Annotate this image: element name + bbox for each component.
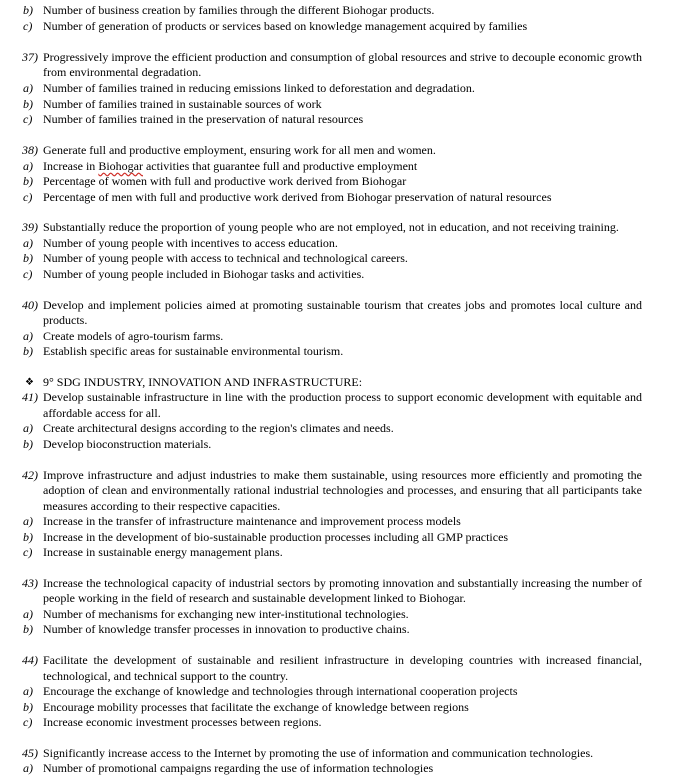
- item-text: products.: [43, 313, 88, 327]
- item-text: measures according to their respective capacities.: [43, 499, 281, 513]
- item-number: 42): [22, 468, 38, 482]
- item-letter: b): [23, 700, 33, 714]
- item-letter: b): [23, 251, 33, 265]
- item-text: Percentage of men with full and productive work derived from Biohogar preservation of natural resources: [43, 190, 552, 204]
- item-letter: a): [23, 607, 33, 621]
- item-text: people working in the field of research and sustainable development linked to Biohogar.: [43, 591, 466, 605]
- item-number: 45): [22, 746, 38, 760]
- item-number: 37): [22, 50, 38, 64]
- item-letter: b): [23, 97, 33, 111]
- item-text: Create architectural designs according to the region's climates and needs.: [43, 421, 394, 435]
- item-letter: b): [23, 174, 33, 188]
- item-text: Number of mechanisms for exchanging new inter-institutional technologies.: [43, 607, 409, 621]
- item-text: Significantly increase access to the Internet by promoting the use of information and communication technologies.: [43, 746, 594, 760]
- item-letter: b): [23, 3, 33, 17]
- item-text: Number of young people with incentives to access education.: [43, 236, 338, 250]
- item-letter: b): [23, 437, 33, 451]
- item-text: Number of knowledge transfer processes in innovation to productive chains.: [43, 622, 410, 636]
- item-text: Number of families trained in sustainable sources of work: [43, 97, 322, 111]
- item-letter: c): [23, 19, 33, 33]
- item-text: Encourage mobility processes that facilitate the exchange of knowledge between regions: [43, 700, 469, 714]
- item-text: Increase economic investment processes between regions.: [43, 715, 322, 729]
- item-text: Increase in sustainable energy management plans.: [43, 545, 283, 559]
- item-text: Number of families trained in the preservation of natural resources: [43, 112, 364, 126]
- item-letter: c): [23, 112, 33, 126]
- item-text: Create models of agro-tourism farms.: [43, 329, 224, 343]
- item-number: 38): [22, 143, 38, 157]
- item-text: technological, and technical support to the country.: [43, 669, 289, 683]
- item-text: affordable access for all.: [43, 406, 161, 420]
- spellcheck-word: Biohogar: [98, 159, 143, 173]
- item-number: 41): [22, 390, 38, 404]
- text-part: activities that guarantee full and productive employment: [142, 159, 418, 173]
- item-text: Improve infrastructure and adjust industries to make them sustainable, using resources more efficiently and promoting the: [43, 468, 642, 482]
- item-text: Develop bioconstruction materials.: [43, 437, 212, 451]
- item-letter: a): [23, 514, 33, 528]
- item-number: 44): [22, 653, 38, 667]
- item-letter: c): [23, 267, 33, 281]
- item-text: Generate full and productive employment, ensuring work for all men and women.: [43, 143, 436, 157]
- item-text: Establish specific areas for sustainable environmental tourism.: [43, 344, 344, 358]
- item-text: Develop sustainable infrastructure in line with the production process to support economic development with equitable and: [43, 390, 642, 404]
- item-text: Number of young people included in Biohogar tasks and activities.: [43, 267, 365, 281]
- item-text: Substantially reduce the proportion of young people who are not employed, not in education, and not receiving training.: [43, 220, 619, 234]
- item-text: Number of generation of products or services based on knowledge management acquired by families: [43, 19, 528, 33]
- item-text: Percentage of women with full and productive work derived from Biohogar: [43, 174, 407, 188]
- item-number: 39): [22, 220, 38, 234]
- item-text: Increase in the development of bio-sustainable production processes including all GMP practices: [43, 530, 509, 544]
- item-text: from environmental degradation.: [43, 65, 202, 79]
- item-number: 40): [22, 298, 38, 312]
- item-text: Develop and implement policies aimed at promoting sustainable tourism that creates jobs and promotes local culture and: [43, 298, 642, 312]
- item-text: Increase in the transfer of infrastructure maintenance and improvement process models: [43, 514, 461, 528]
- item-text: Number of promotional campaigns regarding the use of information technologies: [43, 761, 434, 775]
- item-letter: a): [23, 761, 33, 775]
- item-letter: c): [23, 715, 33, 729]
- item-text: Number of young people with access to technical and technological careers.: [43, 251, 408, 265]
- text-part: Increase in: [43, 159, 99, 173]
- item-letter: c): [23, 190, 33, 204]
- bullet-diamond-icon: ❖: [25, 377, 34, 388]
- item-text: adoption of clean and environmentally rational industrial technologies and processes, and ensuring that all participants take: [43, 483, 642, 497]
- item-letter: a): [23, 81, 33, 95]
- item-letter: a): [23, 236, 33, 250]
- item-text: Number of families trained in reducing emissions linked to deforestation and degradation.: [43, 81, 475, 95]
- item-text: Facilitate the development of sustainable and resilient infrastructure in developing countries with increased financial,: [43, 653, 642, 667]
- item-letter: a): [23, 329, 33, 343]
- item-letter: b): [23, 622, 33, 636]
- item-letter: b): [23, 344, 33, 358]
- item-text: Increase the technological capacity of industrial sectors by promoting innovation and substantially increasing the number of: [43, 576, 642, 590]
- section-heading: 9° SDG INDUSTRY, INNOVATION AND INFRASTRUCTURE:: [43, 375, 363, 389]
- item-text: Number of business creation by families through the different Biohogar products.: [43, 3, 435, 17]
- item-letter: b): [23, 530, 33, 544]
- item-text: [43, 159, 417, 174]
- item-letter: a): [23, 684, 33, 698]
- item-letter: c): [23, 545, 33, 559]
- item-text: Encourage the exchange of knowledge and technologies through international cooperation projects: [43, 684, 518, 698]
- item-letter: a): [23, 421, 33, 435]
- item-text: Progressively improve the efficient production and consumption of global resources and strive to decouple economic growth: [43, 50, 642, 64]
- item-number: 43): [22, 576, 38, 590]
- item-letter: a): [23, 159, 33, 173]
